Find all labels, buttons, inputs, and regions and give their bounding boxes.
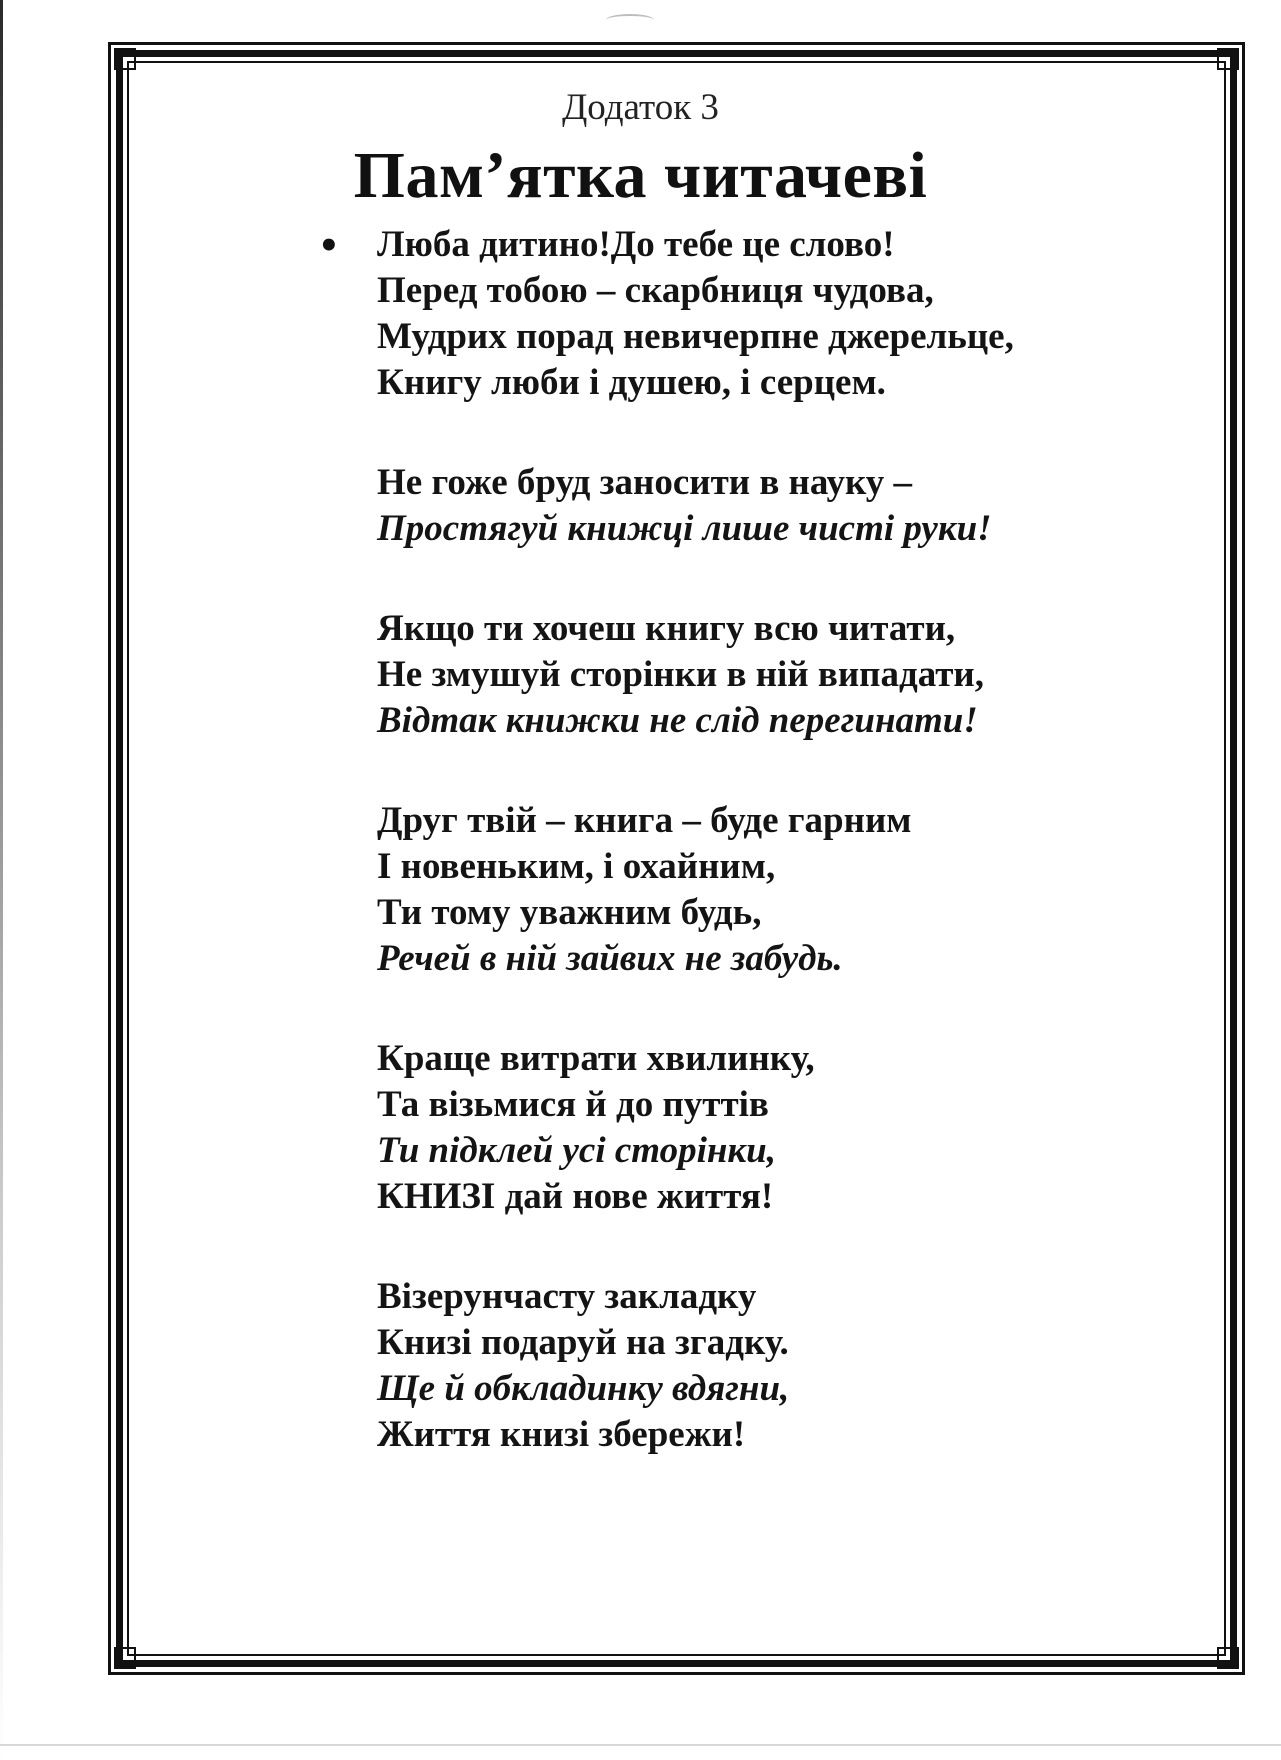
poem [377, 222, 1197, 1512]
appendix-label: Додаток 3 [562, 87, 719, 128]
scan-edge [0, 0, 3, 1760]
frame-corner-bottom-right [1217, 1647, 1239, 1669]
stanza [377, 1036, 1197, 1220]
page-title: Пам’ятка читачеві [353, 139, 928, 212]
poem-line: І новеньким, і охайним, [377, 846, 776, 887]
poem-line: Не змушуй сторінки в ній випадати, [377, 654, 984, 695]
poem-line: Друг твій – книга – буде гарним [377, 800, 912, 841]
poem-line: Речей в ній зайвих не забудь. [377, 938, 843, 979]
poem-line: Якщо ти хочеш книгу всю читати, [377, 608, 956, 649]
poem-line: Краще витрати хвилинку, [377, 1038, 815, 1079]
stanza [377, 798, 1197, 982]
poem-line: Простягуй книжці лише чисті руки! [377, 508, 992, 549]
poem-line: Люба дитино!До тебе це слово! [377, 224, 895, 265]
poem-line: Ще й обкладинку вдягни, [377, 1368, 790, 1409]
frame-corner-top-left [114, 48, 136, 70]
poem-line: Не гоже бруд заносити в науку – [377, 462, 913, 503]
poem-line: Та візьмися й до путтів [377, 1084, 769, 1125]
poem-line: Перед тобою – скарбниця чудова, [377, 270, 934, 311]
poem-line: Візерунчасту закладку [377, 1276, 757, 1317]
stanza [377, 606, 1197, 744]
stanza [377, 460, 1197, 552]
stanza [377, 1274, 1197, 1458]
poem-line: Книзі подаруй на згадку. [377, 1322, 789, 1363]
poem-line: Відтак книжки не слід перегинати! [377, 700, 978, 741]
scan-mark [606, 14, 654, 26]
stanza [377, 222, 1197, 406]
frame-corner-top-right [1217, 48, 1239, 70]
poem-line: КНИЗІ дай нове життя! [377, 1176, 774, 1217]
poem-line: Ти тому уважним будь, [377, 892, 762, 933]
poem-line: Книгу люби і душею, і серцем. [377, 362, 886, 403]
poem-line: Ти підклей усі сторінки, [377, 1130, 776, 1171]
bullet-point: • [318, 226, 340, 266]
poem-line: Мудрих порад невичерпне джерельце, [377, 316, 1014, 357]
scan-edge-bottom [0, 1744, 1281, 1746]
frame-corner-bottom-left [114, 1647, 136, 1669]
poem-line: Життя книзі збережи! [377, 1414, 746, 1455]
